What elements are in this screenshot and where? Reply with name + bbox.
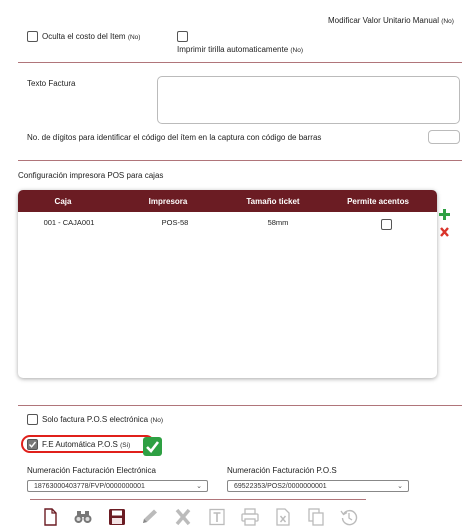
cell-ticket: 58mm bbox=[267, 218, 289, 227]
fe-auto-state: (Si) bbox=[120, 442, 131, 449]
auto-print-state: (No) bbox=[290, 47, 304, 54]
save-button[interactable] bbox=[107, 508, 127, 526]
modify-unit-value-text: Modificar Valor Unitario Manual bbox=[328, 16, 440, 25]
copy-button[interactable] bbox=[306, 508, 326, 526]
pencil-icon bbox=[140, 508, 160, 526]
print-button[interactable] bbox=[240, 508, 260, 526]
invoice-text-label: Texto Factura bbox=[27, 79, 76, 88]
hide-cost-label bbox=[42, 32, 140, 41]
green-check-icon bbox=[143, 437, 162, 456]
search-button[interactable] bbox=[73, 508, 93, 526]
fe-auto-checkbox[interactable] bbox=[27, 439, 38, 450]
num-fe-value: 18763000403778/FVP/0000000001 bbox=[34, 483, 145, 490]
text-template-button[interactable] bbox=[207, 508, 227, 526]
solo-fe-text: Solo factura P.O.S electrónica bbox=[42, 415, 149, 424]
fe-auto-label bbox=[42, 440, 130, 449]
num-pos-label: Numeración Facturación P.O.S bbox=[227, 466, 337, 475]
num-fe-label: Numeración Facturación Electrónica bbox=[27, 466, 156, 475]
num-pos-value: 69522353/POS2/0000000001 bbox=[234, 483, 327, 490]
delete-x-icon bbox=[173, 508, 193, 526]
column-permite-acentos: Permite acentos bbox=[347, 197, 409, 206]
cell-caja: 001 - CAJA001 bbox=[43, 218, 95, 227]
separator-bottom bbox=[18, 405, 462, 406]
auto-print-text: Imprimir tirilla automaticamente bbox=[177, 45, 289, 54]
text-t-icon bbox=[207, 508, 227, 526]
fe-auto-text: F.E Automática P.O.S bbox=[42, 440, 118, 449]
pos-config-title: Configuración impresora POS para cajas bbox=[18, 171, 164, 180]
modify-unit-value-label bbox=[328, 16, 454, 25]
new-document-button[interactable] bbox=[40, 508, 60, 526]
hide-cost-state: (No) bbox=[127, 34, 141, 41]
toolbar-divider bbox=[30, 499, 366, 500]
hide-cost-checkbox[interactable] bbox=[27, 31, 38, 42]
remove-row-icon[interactable] bbox=[440, 224, 449, 234]
hide-cost-text: Oculta el costo del Item bbox=[42, 32, 126, 41]
invoice-text-area[interactable] bbox=[157, 76, 460, 124]
copy-icon bbox=[306, 508, 326, 526]
add-row-icon[interactable] bbox=[439, 209, 450, 220]
chevron-down-icon: ⌄ bbox=[196, 483, 202, 490]
export-excel-button[interactable] bbox=[273, 508, 293, 526]
auto-print-label bbox=[177, 45, 303, 54]
column-caja: Caja bbox=[54, 197, 72, 206]
solo-fe-label bbox=[42, 415, 163, 424]
num-pos-select[interactable] bbox=[227, 480, 409, 492]
solo-fe-state: (No) bbox=[150, 417, 164, 424]
num-fe-select[interactable] bbox=[27, 480, 208, 492]
column-impresora: Impresora bbox=[148, 197, 188, 206]
delete-button[interactable] bbox=[173, 508, 193, 526]
history-button[interactable] bbox=[339, 508, 359, 526]
new-document-icon bbox=[40, 508, 60, 526]
edit-button[interactable] bbox=[140, 508, 160, 526]
barcode-digits-input[interactable] bbox=[428, 130, 460, 144]
table-header bbox=[18, 190, 437, 212]
cell-impresora: POS-58 bbox=[161, 218, 189, 227]
solo-fe-checkbox[interactable] bbox=[27, 414, 38, 425]
excel-icon bbox=[273, 508, 293, 526]
modify-unit-value-state: (No) bbox=[441, 18, 454, 25]
cell-permite-acentos-checkbox[interactable] bbox=[381, 219, 392, 230]
column-tamano-ticket: Tamaño ticket bbox=[246, 197, 300, 206]
save-icon bbox=[107, 508, 127, 526]
printer-icon bbox=[240, 508, 260, 526]
separator-middle bbox=[18, 160, 462, 161]
history-icon bbox=[339, 508, 359, 526]
chevron-down-icon: ⌄ bbox=[397, 483, 403, 490]
barcode-digits-label: No. de dígitos para identificar el código del ítem en la captura con código de barras bbox=[27, 133, 322, 142]
auto-print-checkbox[interactable] bbox=[177, 31, 188, 42]
pos-printer-table bbox=[18, 190, 437, 378]
binoculars-icon bbox=[73, 508, 93, 526]
separator-top bbox=[18, 62, 462, 63]
